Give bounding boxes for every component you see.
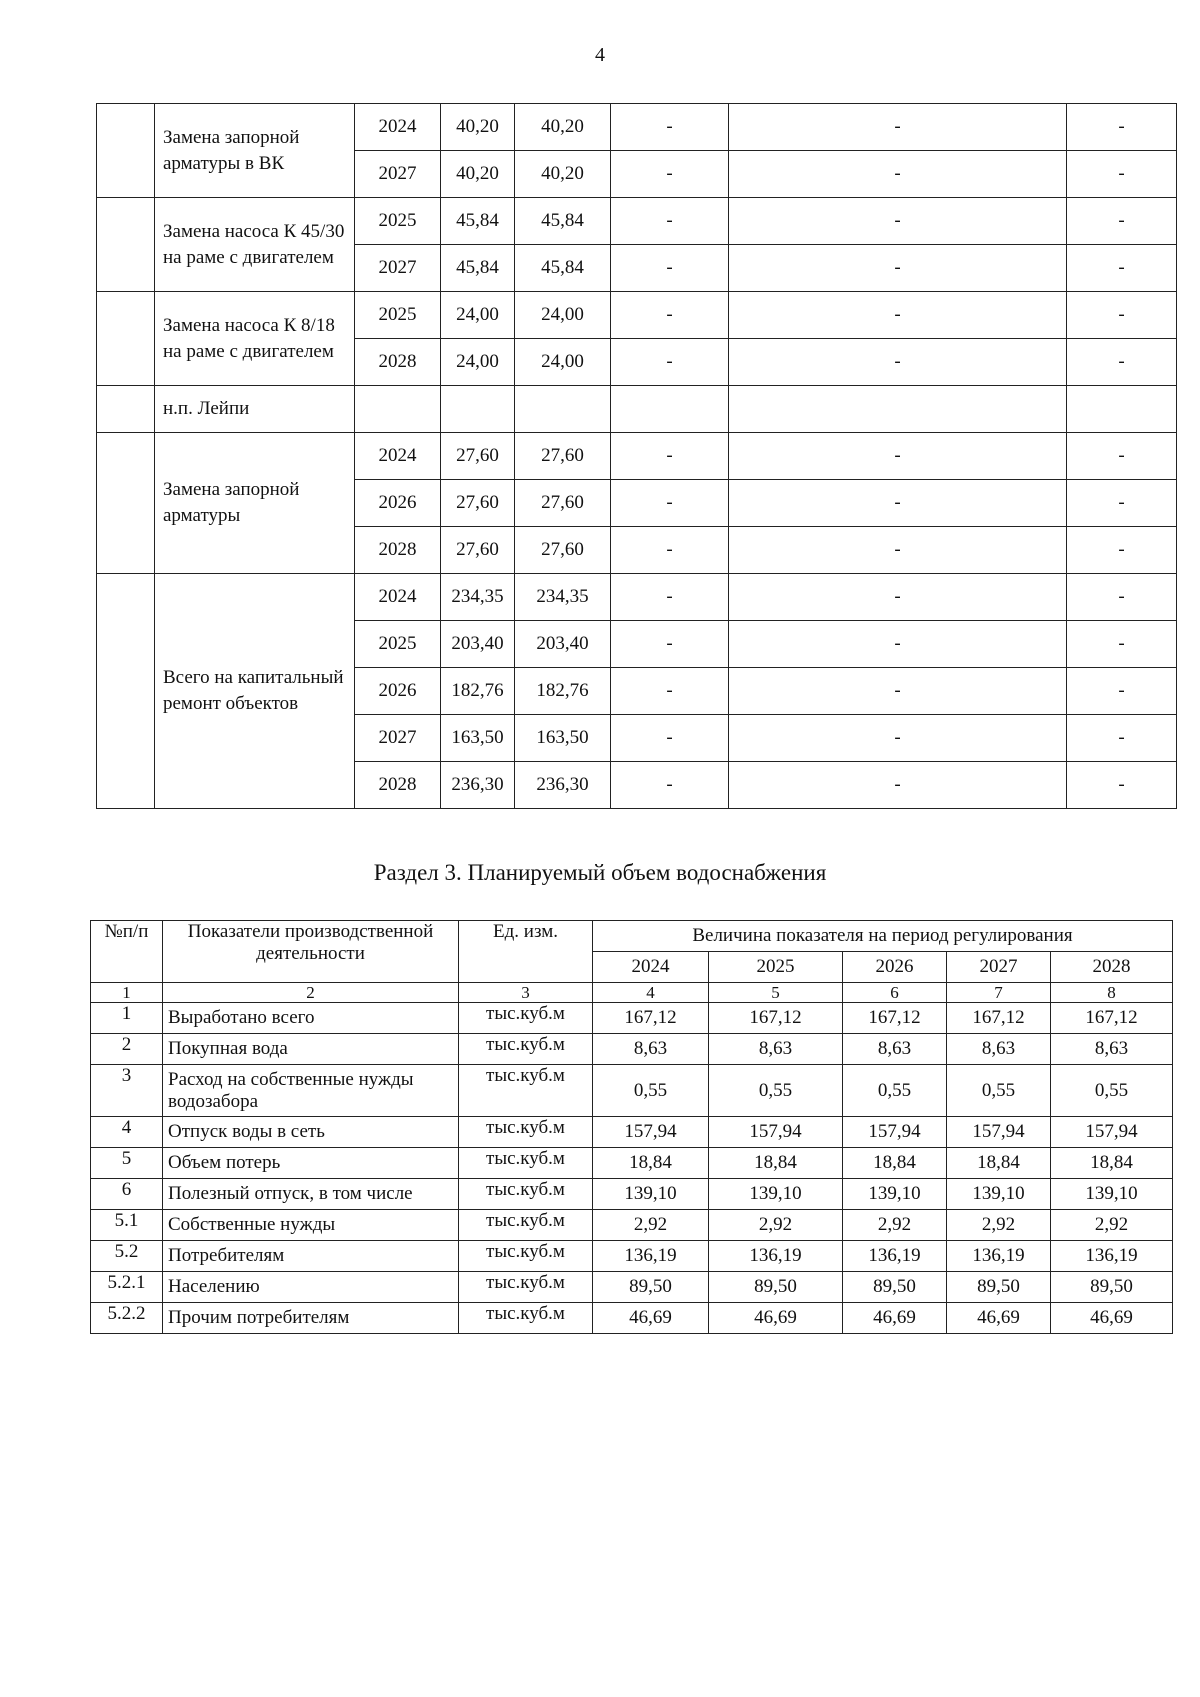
indicator-value: 18,84	[947, 1148, 1051, 1179]
indicator-unit: тыс.куб.м	[459, 1241, 593, 1272]
repair-dash: -	[1067, 151, 1177, 198]
header-year: 2027	[947, 952, 1051, 983]
indicator-value: 136,19	[1051, 1241, 1173, 1272]
indicator-num: 5.1	[91, 1210, 163, 1241]
column-number: 7	[947, 983, 1051, 1003]
indicator-value: 157,94	[709, 1117, 843, 1148]
indicator-value: 0,55	[843, 1065, 947, 1117]
indicator-value: 89,50	[843, 1272, 947, 1303]
repair-dash: -	[729, 527, 1067, 574]
repair-item-name: н.п. Лейпи	[155, 386, 355, 433]
repair-row	[97, 433, 1177, 480]
indicator-num: 5.2.2	[91, 1303, 163, 1334]
repair-dash: -	[729, 574, 1067, 621]
repair-row	[97, 292, 1177, 339]
repair-value: 236,30	[515, 762, 611, 809]
repair-year: 2028	[355, 762, 441, 809]
indicator-value: 0,55	[593, 1065, 709, 1117]
repair-dash: -	[611, 668, 729, 715]
indicator-value: 46,69	[1051, 1303, 1173, 1334]
repair-value: 27,60	[515, 433, 611, 480]
indicator-value: 139,10	[843, 1179, 947, 1210]
repair-year: 2024	[355, 433, 441, 480]
repair-value: 45,84	[441, 198, 515, 245]
indicator-value: 167,12	[709, 1003, 843, 1034]
repair-value: 40,20	[441, 104, 515, 151]
repair-value	[441, 386, 515, 433]
indicator-row	[91, 1065, 1173, 1117]
indicator-value: 139,10	[709, 1179, 843, 1210]
indicator-name: Выработано всего	[163, 1003, 459, 1034]
header-year: 2025	[709, 952, 843, 983]
repair-year: 2025	[355, 292, 441, 339]
column-numbers-row	[91, 983, 1173, 1003]
repair-value: 182,76	[515, 668, 611, 715]
repair-year: 2028	[355, 339, 441, 386]
repair-dash: -	[729, 668, 1067, 715]
indicator-unit: тыс.куб.м	[459, 1003, 593, 1034]
repair-value: 203,40	[441, 621, 515, 668]
indicator-value: 136,19	[709, 1241, 843, 1272]
repair-row	[97, 386, 1177, 433]
repair-value: 236,30	[441, 762, 515, 809]
repair-dash: -	[611, 762, 729, 809]
indicator-name: Отпуск воды в сеть	[163, 1117, 459, 1148]
indicator-value: 157,94	[947, 1117, 1051, 1148]
repair-year: 2026	[355, 668, 441, 715]
repair-dash: -	[729, 433, 1067, 480]
repair-dash: -	[1067, 198, 1177, 245]
indicator-unit: тыс.куб.м	[459, 1272, 593, 1303]
repair-dash: -	[729, 198, 1067, 245]
indicator-row	[91, 1210, 1173, 1241]
indicator-value: 8,63	[593, 1034, 709, 1065]
repair-year: 2024	[355, 574, 441, 621]
water-supply-volume-table	[90, 920, 1173, 1334]
indicator-value: 0,55	[1051, 1065, 1173, 1117]
repair-dash: -	[729, 104, 1067, 151]
repair-value: 45,84	[515, 198, 611, 245]
repair-dash: -	[611, 198, 729, 245]
header-unit: Ед. изм.	[459, 921, 593, 983]
repair-dash: -	[1067, 292, 1177, 339]
column-number: 6	[843, 983, 947, 1003]
indicator-value: 167,12	[1051, 1003, 1173, 1034]
indicator-row	[91, 1272, 1173, 1303]
repair-value: 27,60	[515, 527, 611, 574]
indicator-value: 18,84	[593, 1148, 709, 1179]
indicator-unit: тыс.куб.м	[459, 1303, 593, 1334]
indicator-row	[91, 1179, 1173, 1210]
page-number: 4	[595, 44, 605, 66]
repair-value: 24,00	[441, 292, 515, 339]
repair-dash: -	[611, 151, 729, 198]
repair-value: 24,00	[515, 292, 611, 339]
indicator-value: 2,92	[593, 1210, 709, 1241]
indicator-value: 8,63	[947, 1034, 1051, 1065]
indicator-value: 157,94	[1051, 1117, 1173, 1148]
repair-dash	[1067, 386, 1177, 433]
indicator-name: Покупная вода	[163, 1034, 459, 1065]
column-number: 2	[163, 983, 459, 1003]
repair-value: 203,40	[515, 621, 611, 668]
row-number-cell	[97, 104, 155, 198]
indicator-row	[91, 1034, 1173, 1065]
indicator-unit: тыс.куб.м	[459, 1117, 593, 1148]
indicator-num: 6	[91, 1179, 163, 1210]
repair-value	[515, 386, 611, 433]
repair-dash: -	[611, 292, 729, 339]
repair-item-name: Замена насоса К 8/18 на раме с двигателем	[155, 292, 355, 386]
repair-year: 2027	[355, 151, 441, 198]
indicator-unit: тыс.куб.м	[459, 1210, 593, 1241]
section-title: Раздел 3. Планируемый объем водоснабжения	[373, 860, 827, 885]
repair-item-name: Замена запорной арматуры в ВК	[155, 104, 355, 198]
repair-value: 27,60	[441, 527, 515, 574]
header-row	[91, 921, 1173, 952]
indicator-value: 46,69	[843, 1303, 947, 1334]
repair-dash: -	[1067, 762, 1177, 809]
indicator-value: 136,19	[947, 1241, 1051, 1272]
repair-row	[97, 198, 1177, 245]
repair-dash: -	[729, 621, 1067, 668]
indicator-num: 5.2.1	[91, 1272, 163, 1303]
repair-dash: -	[729, 151, 1067, 198]
repair-year: 2025	[355, 621, 441, 668]
indicator-unit: тыс.куб.м	[459, 1034, 593, 1065]
repair-row	[97, 574, 1177, 621]
repair-dash: -	[1067, 715, 1177, 762]
indicator-value: 2,92	[843, 1210, 947, 1241]
repair-value: 40,20	[515, 151, 611, 198]
indicator-value: 8,63	[843, 1034, 947, 1065]
indicator-unit: тыс.куб.м	[459, 1148, 593, 1179]
row-number-cell	[97, 433, 155, 574]
indicator-name: Населению	[163, 1272, 459, 1303]
repair-dash: -	[611, 339, 729, 386]
row-number-cell	[97, 386, 155, 433]
repair-item-name: Замена насоса К 45/30 на раме с двигателем	[155, 198, 355, 292]
repair-value: 182,76	[441, 668, 515, 715]
column-number: 5	[709, 983, 843, 1003]
indicator-value: 8,63	[709, 1034, 843, 1065]
indicator-value: 18,84	[1051, 1148, 1173, 1179]
indicator-value: 89,50	[1051, 1272, 1173, 1303]
repair-item-name: Всего на капитальный ремонт объектов	[155, 574, 355, 809]
header-year: 2024	[593, 952, 709, 983]
column-number: 1	[91, 983, 163, 1003]
repair-dash: -	[611, 527, 729, 574]
repair-dash: -	[1067, 668, 1177, 715]
repair-dash	[611, 386, 729, 433]
indicator-value: 0,55	[709, 1065, 843, 1117]
indicator-value: 8,63	[1051, 1034, 1173, 1065]
repair-year	[355, 386, 441, 433]
header-num: №п/п	[91, 921, 163, 983]
repair-dash: -	[1067, 574, 1177, 621]
indicator-num: 1	[91, 1003, 163, 1034]
header-period: Величина показателя на период регулирования	[593, 921, 1173, 952]
indicator-value: 139,10	[1051, 1179, 1173, 1210]
indicator-value: 167,12	[843, 1003, 947, 1034]
indicator-value: 89,50	[593, 1272, 709, 1303]
repair-dash: -	[611, 574, 729, 621]
repair-dash: -	[1067, 339, 1177, 386]
repair-dash: -	[729, 292, 1067, 339]
indicator-value: 2,92	[947, 1210, 1051, 1241]
indicator-num: 4	[91, 1117, 163, 1148]
indicator-name: Полезный отпуск, в том числе	[163, 1179, 459, 1210]
repair-dash: -	[611, 104, 729, 151]
indicator-row	[91, 1117, 1173, 1148]
repair-dash: -	[1067, 433, 1177, 480]
row-number-cell	[97, 198, 155, 292]
indicator-value: 2,92	[709, 1210, 843, 1241]
repair-dash: -	[1067, 245, 1177, 292]
repair-value: 45,84	[515, 245, 611, 292]
header-year: 2026	[843, 952, 947, 983]
indicator-value: 157,94	[843, 1117, 947, 1148]
repair-dash: -	[1067, 480, 1177, 527]
repair-dash	[729, 386, 1067, 433]
row-number-cell	[97, 292, 155, 386]
indicator-num: 3	[91, 1065, 163, 1117]
indicator-value: 157,94	[593, 1117, 709, 1148]
indicator-name: Собственные нужды	[163, 1210, 459, 1241]
repair-year: 2027	[355, 245, 441, 292]
repair-dash: -	[1067, 527, 1177, 574]
column-number: 4	[593, 983, 709, 1003]
repair-value: 27,60	[515, 480, 611, 527]
repair-value: 27,60	[441, 433, 515, 480]
indicator-num: 5.2	[91, 1241, 163, 1272]
repair-value: 24,00	[515, 339, 611, 386]
repair-dash: -	[729, 480, 1067, 527]
repair-item-name: Замена запорной арматуры	[155, 433, 355, 574]
indicator-value: 89,50	[947, 1272, 1051, 1303]
indicator-value: 167,12	[593, 1003, 709, 1034]
row-number-cell	[97, 574, 155, 809]
column-number: 3	[459, 983, 593, 1003]
indicator-unit: тыс.куб.м	[459, 1065, 593, 1117]
indicator-row	[91, 1148, 1173, 1179]
indicator-value: 18,84	[709, 1148, 843, 1179]
indicator-value: 136,19	[843, 1241, 947, 1272]
repair-dash: -	[1067, 621, 1177, 668]
indicator-name: Расход на собственные нужды водозабора	[163, 1065, 459, 1117]
capital-repair-table	[96, 103, 1177, 809]
repair-year: 2024	[355, 104, 441, 151]
indicator-row	[91, 1003, 1173, 1034]
repair-value: 45,84	[441, 245, 515, 292]
repair-value: 163,50	[441, 715, 515, 762]
indicator-num: 5	[91, 1148, 163, 1179]
repair-dash: -	[729, 339, 1067, 386]
indicator-name: Объем потерь	[163, 1148, 459, 1179]
repair-dash: -	[1067, 104, 1177, 151]
repair-year: 2025	[355, 198, 441, 245]
repair-value: 40,20	[441, 151, 515, 198]
repair-row	[97, 104, 1177, 151]
indicator-value: 2,92	[1051, 1210, 1173, 1241]
indicator-value: 46,69	[593, 1303, 709, 1334]
column-number: 8	[1051, 983, 1173, 1003]
repair-dash: -	[611, 715, 729, 762]
repair-value: 234,35	[441, 574, 515, 621]
repair-dash: -	[729, 715, 1067, 762]
indicator-value: 18,84	[843, 1148, 947, 1179]
repair-value: 234,35	[515, 574, 611, 621]
indicator-value: 46,69	[947, 1303, 1051, 1334]
repair-year: 2028	[355, 527, 441, 574]
indicator-value: 89,50	[709, 1272, 843, 1303]
repair-year: 2027	[355, 715, 441, 762]
indicator-value: 139,10	[947, 1179, 1051, 1210]
repair-value: 27,60	[441, 480, 515, 527]
indicator-row	[91, 1241, 1173, 1272]
indicator-value: 0,55	[947, 1065, 1051, 1117]
repair-value: 163,50	[515, 715, 611, 762]
repair-dash: -	[611, 433, 729, 480]
indicator-value: 46,69	[709, 1303, 843, 1334]
repair-value: 24,00	[441, 339, 515, 386]
repair-dash: -	[611, 245, 729, 292]
header-year: 2028	[1051, 952, 1173, 983]
repair-dash: -	[611, 621, 729, 668]
repair-dash: -	[729, 762, 1067, 809]
repair-dash: -	[611, 480, 729, 527]
indicator-num: 2	[91, 1034, 163, 1065]
indicator-value: 139,10	[593, 1179, 709, 1210]
repair-value: 40,20	[515, 104, 611, 151]
repair-year: 2026	[355, 480, 441, 527]
indicator-row	[91, 1303, 1173, 1334]
indicator-unit: тыс.куб.м	[459, 1179, 593, 1210]
header-indicator: Показатели производственной деятельности	[163, 921, 459, 983]
indicator-value: 136,19	[593, 1241, 709, 1272]
indicator-name: Прочим потребителям	[163, 1303, 459, 1334]
indicator-value: 167,12	[947, 1003, 1051, 1034]
repair-dash: -	[729, 245, 1067, 292]
indicator-name: Потребителям	[163, 1241, 459, 1272]
